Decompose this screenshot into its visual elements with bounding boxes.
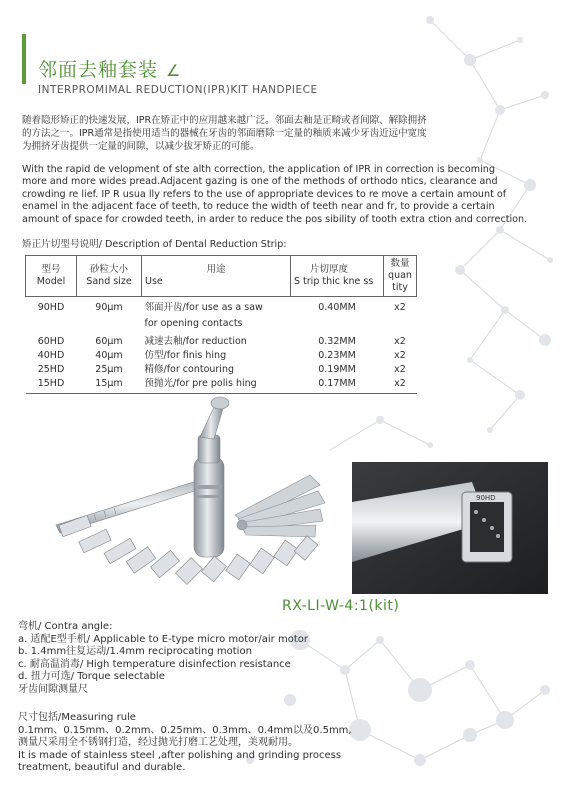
feature-line: c. 耐高温消毒/ High temperature disinfection resistance <box>18 658 291 670</box>
page-title <box>38 55 181 82</box>
feature-line: 牙齿间隙测量尺 <box>18 683 88 695</box>
measure-line: 0.1mm、0.15mm、0.2mm、0.25mm、0.3mm、0.4mm以及0.5mm, <box>18 724 352 736</box>
cell-thickness: 0.17MM <box>318 378 356 389</box>
measure-line: treatment, beautiful and durable. <box>18 762 186 773</box>
intro-cn-line: 为拥挤牙齿提供一定量的间隙，以减少拔牙矫正的可能。 <box>22 141 260 152</box>
features-list <box>18 621 308 696</box>
cell-sand: 15μm <box>95 378 123 389</box>
measure-line: 尺寸包括/Measuring rule <box>18 712 136 723</box>
table-header-row <box>26 256 417 297</box>
strip-label: 90HD <box>476 494 496 502</box>
intro-cn-line: 的方法之一。IPR通常是指使用适当的器械在牙齿的邻面磨除一定量的釉质来减少牙齿近远中宽度 <box>22 128 427 139</box>
cell-sand: 40μm <box>95 350 123 361</box>
cell-model: 60HD <box>37 336 65 347</box>
product-photo <box>20 395 360 605</box>
feature-line: d. 扭力可选/ Torque selectable <box>18 671 165 682</box>
cell-thickness: 0.40MM <box>318 302 356 313</box>
strip-table <box>25 255 417 394</box>
check-arrow-icon: ∠ <box>166 61 182 80</box>
cell-quantity: x2 <box>394 378 406 389</box>
cell-quantity: x2 <box>394 364 406 375</box>
intro-english <box>22 164 547 226</box>
handpiece <box>194 397 229 557</box>
cell-model: 15HD <box>37 378 65 389</box>
header-use: 用途 Use <box>142 256 291 297</box>
cell-model: 90HD <box>37 302 65 313</box>
intro-en-line: amount of space for crowded teeth, in arder to reduce the pos sibility of tooth extra ction and correction. <box>22 213 528 225</box>
cell-sand: 25μm <box>95 364 123 375</box>
title-accent-bar <box>22 34 26 84</box>
cell-model: 40HD <box>37 350 65 361</box>
header-quantity: 数量 quan tity <box>384 256 417 297</box>
header-sand-size: 砂粒大小 Sand size <box>77 256 142 297</box>
feature-line: b. 1.4mm往复运动/1.4mm reciprocating motion <box>18 646 252 657</box>
header-model: 型号 Model <box>26 256 77 297</box>
cell-quantity: x2 <box>394 350 406 361</box>
cell-use: 精修/for contouring <box>144 364 234 375</box>
cell-sand: 90μm <box>95 302 123 313</box>
table-row <box>26 331 417 349</box>
cell-thickness: 0.19MM <box>318 364 356 375</box>
table-row <box>26 363 417 377</box>
gauge-fan <box>235 475 325 537</box>
cell-quantity: x2 <box>394 336 406 347</box>
cell-use: 邻面开齿/for use as a saw for opening contacts <box>144 302 263 329</box>
closeup-photo <box>352 462 548 594</box>
cell-use: 仿型/for finis hing <box>144 350 227 361</box>
table-row <box>26 377 417 394</box>
cell-quantity: x2 <box>394 302 406 313</box>
intro-en-line: With the rapid de velopment of ste alth correction, the application of IPR in correction is becoming <box>22 164 495 175</box>
intro-en-line: more and more wides pread.Adjacent gazing is one of the methods of orthodo ntics, clearance and <box>22 176 498 188</box>
page-subtitle: INTERPROMIMAL REDUCTION(IPR)KIT HANDPIECE <box>38 84 318 96</box>
intro-en-line: crowding re lief. IP R usua lly refers to the use of appropriate devices to re move a certain amount of <box>22 188 507 200</box>
cell-use: 减速去釉/for reduction <box>144 336 247 347</box>
intro-chinese <box>22 114 542 153</box>
cell-sand: 60μm <box>95 336 123 347</box>
measure-line: It is made of stainless steel ,after polishing and grinding process <box>18 749 342 761</box>
intro-cn-line: 随着隐形矫正的快速发展，IPR在矫正中的应用越来越广泛。邻面去釉是正畸或者间隙、解除拥挤 <box>22 115 427 126</box>
measuring-rule-info <box>18 712 352 775</box>
page-title-text: 邻面去釉套装 <box>38 59 159 81</box>
table-row <box>26 297 417 332</box>
cell-use: 预抛光/for pre polis hing <box>144 378 257 389</box>
feature-line: 弯机/ Contra angle: <box>18 621 113 632</box>
product-model: RX-LI-W-4:1(kit) <box>282 598 400 614</box>
table-row <box>26 349 417 363</box>
cell-model: 25HD <box>37 364 65 375</box>
intro-en-line: enamel in the adjacent face of teeth, to reduce the width of teeth near and fr, to provide a certain <box>22 201 495 213</box>
table-caption: 矫正片切型号说明/ Description of Dental Reduction Strip: <box>22 239 287 250</box>
header-thickness: 片切厚度 S trip thic kne ss <box>291 256 384 297</box>
measure-line: 测量尺采用全不锈钢打造，经过抛光打磨工艺处理，美观耐用。 <box>18 737 298 748</box>
cell-thickness: 0.23MM <box>318 350 356 361</box>
feature-line: a. 适配E型手机/ Applicable to E-type micro motor/air motor <box>18 633 308 645</box>
cell-thickness: 0.32MM <box>318 336 356 347</box>
